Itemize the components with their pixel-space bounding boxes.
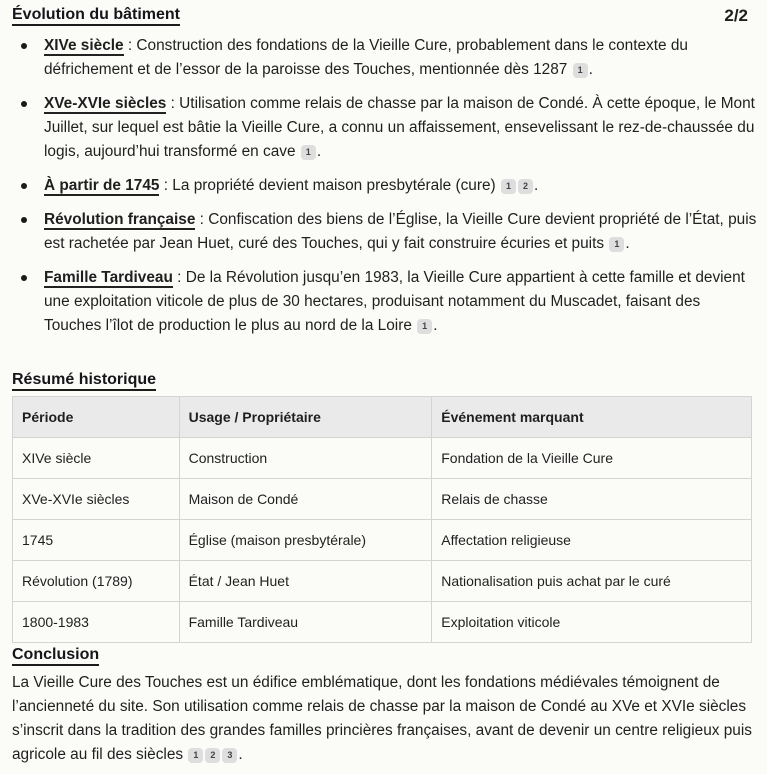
list-item [0,208,767,256]
table-cell: Maison de Condé [179,479,432,520]
citation-badge[interactable]: 1 [501,179,516,194]
table-cell: Exploitation viticole [432,602,752,643]
table-cell: 1800-1983 [13,602,180,643]
history-table [12,396,752,643]
table-cell: Relais de chasse [432,479,752,520]
citation-badge[interactable]: 1 [417,319,432,334]
citation-badge[interactable]: 2 [205,748,220,763]
item-label: XIVe siècle [44,37,124,54]
table-cell: XIVe siècle [13,438,180,479]
table-row [13,520,752,561]
item-text: : La propriété devient maison presbytérale (cure) [159,177,496,194]
section-title-evolution: Évolution du bâtiment [12,5,180,26]
table-row [13,561,752,602]
conclusion-paragraph [12,671,757,767]
item-period: . [533,177,539,194]
table-header-row [13,397,752,438]
table-cell: Église (maison presbytérale) [179,520,432,561]
item-text: : De la Révolution jusqu’en 1983, la Vieille Cure appartient à cette famille et devient une exploitation viticole de plus de 30 hectares, produisant notamment du Muscadet, faisant des Touches l’îlot de production le plus au nord de la Loire [44,269,745,334]
conclusion-period: . [238,746,243,763]
list-item [0,266,767,338]
table-cell: Famille Tardiveau [179,602,432,643]
item-label: Famille Tardiveau [44,269,173,286]
item-label: Révolution française [44,211,196,228]
list-item [0,34,767,82]
section-title-resume: Résumé historique [12,370,156,391]
table-cell: 1745 [13,520,180,561]
item-text: : Construction des fondations de la Vieille Cure, probablement dans le contexte du défrichement et de l’essor de la paroisse des Touches, mentionnée dès 1287 [44,37,688,78]
table-cell: Fondation de la Vieille Cure [432,438,752,479]
conclusion-citations [187,746,238,763]
table-cell: Affectation religieuse [432,520,752,561]
table-row [13,479,752,520]
item-label: À partir de 1745 [44,177,160,194]
header-usage: Usage / Propriétaire [179,397,432,438]
header-periode: Période [13,397,180,438]
citation-badge[interactable]: 1 [573,63,588,78]
list-item [0,92,767,164]
bullet-dot [21,217,27,223]
table-row [13,438,752,479]
item-period: . [433,317,438,334]
bullet-dot [21,101,27,107]
table-cell: Révolution (1789) [13,561,180,602]
header-evenement: Événement marquant [432,397,752,438]
table-row [13,602,752,643]
bullet-dot [21,43,27,49]
table-cell: Nationalisation puis achat par le curé [432,561,752,602]
table-cell: XVe-XVIe siècles [13,479,180,520]
citation-badge[interactable]: 1 [301,145,316,160]
item-period: . [625,235,630,252]
item-text: : Confiscation des biens de l’Église, la Vieille Cure devient propriété de l’État, puis est rachetée par Jean Huet, curé des Touches, qui y fait construire écuries et puits [44,211,757,252]
citation-badge[interactable]: 1 [188,748,203,763]
item-period: . [316,143,322,160]
citation-badge[interactable]: 2 [518,179,533,194]
table-cell: Construction [179,438,432,479]
citation-badge[interactable]: 3 [222,748,237,763]
item-label: XVe-XVIe siècles [44,95,167,112]
page-indicator[interactable]: 2/2 [724,6,748,25]
bullet-dot [21,275,27,281]
bullet-dot [21,183,27,189]
list-item [0,174,767,198]
evolution-list [0,34,767,348]
item-period: . [588,61,593,78]
section-title-conclusion: Conclusion [12,645,99,666]
item-text: : Utilisation comme relais de chasse par la maison de Condé. À cette époque, le Mont Juillet, sur lequel est bâtie la Vieille Cure, a connu un affaissement, ensevelissant le rez-de-chaussée du logis, aujourd’hui transformé en cave [44,95,755,160]
table-cell: État / Jean Huet [179,561,432,602]
conclusion-text: La Vieille Cure des Touches est un édifice emblématique, dont les fondations médiévales témoignent de l’ancienneté du site. Son utilisation comme relais de chasse par la maison de Condé au XVe et XVIe siècles s’inscrit dans la tradition des grandes familles princières françaises, avant de devenir un centre religieux puis agricole au fil des siècles [12,674,752,763]
citation-badge[interactable]: 1 [609,237,624,252]
